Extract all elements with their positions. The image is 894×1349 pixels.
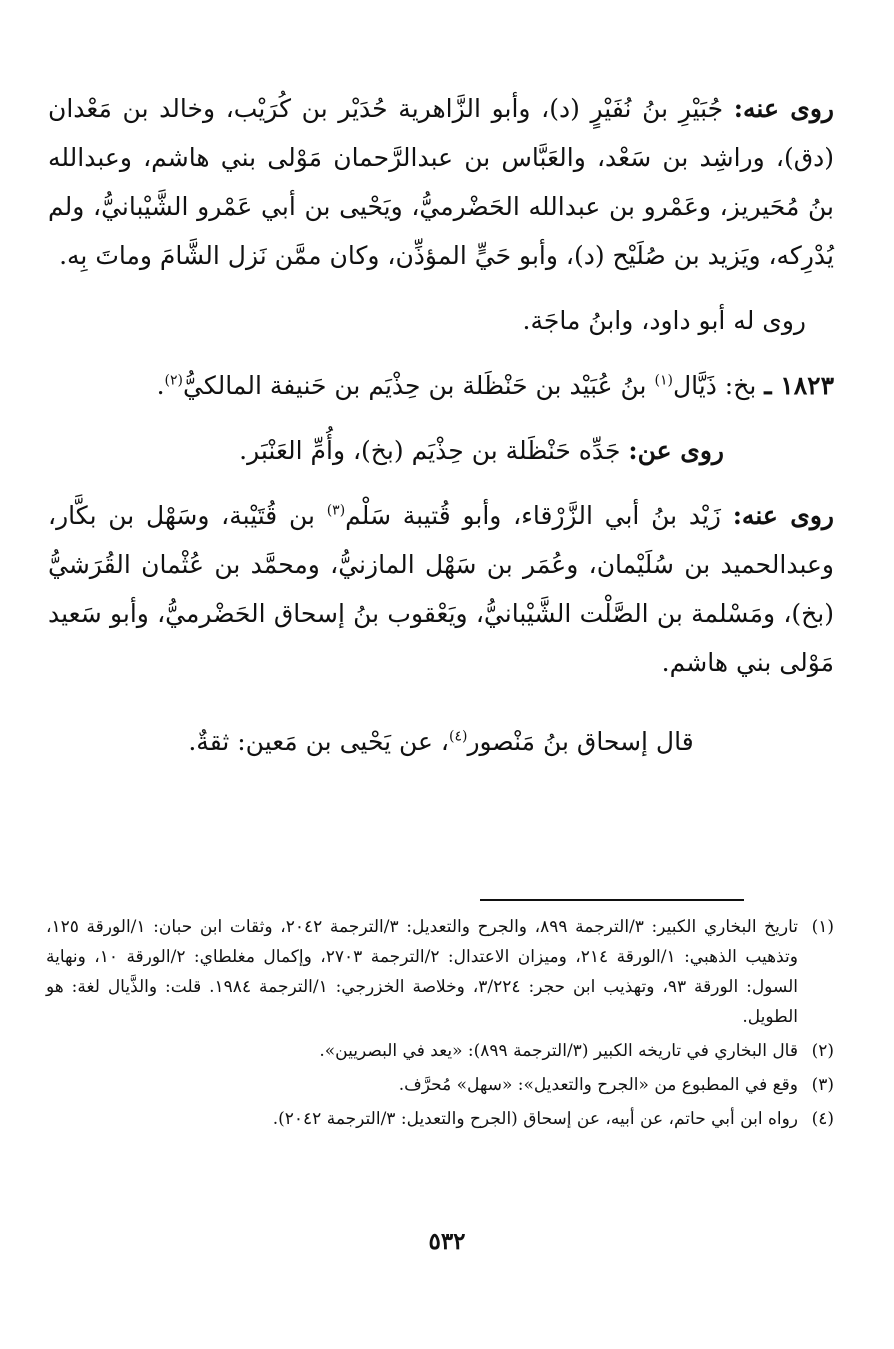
section-label: روى عن: — [628, 436, 724, 465]
footnote-ref: (١) — [654, 372, 673, 389]
footnote-number: (١) — [811, 917, 834, 937]
biography-entry-heading — [48, 361, 834, 410]
paragraph-text: جُبَيْرِ بنُ نُفَيْرٍ (د)، وأبو الزَّاهرية حُدَيْر بن كُرَيْب، وخالد بن مَعْدان (دق)، وراشِد بن سَعْد، والعَبَّاس بن عبدالرَّحمان مَوْلى بني هاشم، وعبدالله بنُ مُحَيريز، وعَمْرو بن عبدالله الحَضْرميُّ، ويَحْيى بن أبي عَمْرو الشَّيْبانيُّ، ولم يُدْرِكه، ويَزيد بن صُلَيْح (د)، وأبو حَيٍّ المؤذِّن، وكان ممَّن نَزل الشَّامَ وماتَ بِه. — [48, 94, 834, 270]
footnote — [46, 1104, 834, 1134]
footnote-text: وقع في المطبوع من «الجرح والتعديل»: «سهل» مُحرَّف. — [398, 1075, 798, 1095]
paragraph-text: جَدِّه حَنْظَلة بن حِذْيَم (بخ)، وأُمِّ العَنْبَر. — [239, 436, 621, 465]
footnote-ref: (٣) — [326, 502, 346, 519]
grading-statement — [48, 717, 834, 766]
paragraph-text: قال إسحاق بنُ مَنْصور — [467, 727, 694, 756]
section-label: روى عنه: — [732, 501, 834, 530]
paragraph-text: زَيْد بنُ أبي الزَّرْقاء، وأبو قُتيبة سَلْم — [345, 501, 721, 530]
footnote-divider — [480, 899, 744, 901]
footnote-number: (٢) — [811, 1041, 834, 1061]
footnote — [46, 1070, 834, 1100]
entry-name-start: بخ: ذَيَّال — [672, 371, 757, 400]
paragraph-text: بن قُتَيْبة، وسَهْل بن بكَّار، وعبدالحميد بن سُلَيْمان، وعُمَر بن سَهْل المازنيُّ، ومحمَّد بن عُثْمان القُرَشيُّ (بخ)، ومَسْلمة بن الصَّلْت الشَّيْبانيُّ، ويَعْقوب بنُ إسحاق الحَضْرميُّ، وأبو سَعيد مَوْلى بني هاشم. — [48, 501, 834, 677]
footnote-number: (٣) — [811, 1075, 834, 1095]
footnote-text: قال البخاري في تاريخه الكبير (٣/الترجمة ٨٩٩): «يعد في البصريين». — [319, 1041, 798, 1061]
footnote-text: رواه ابن أبي حاتم، عن أبيه، عن إسحاق (الجرح والتعديل: ٣/الترجمة ٢٠٤٢). — [272, 1109, 798, 1129]
footnotes-block — [46, 912, 834, 1134]
paragraph-text: ، عن يَحْيى بن مَعين: ثقةٌ. — [188, 727, 449, 756]
narrated-from-him-paragraph — [48, 84, 834, 280]
page-number: ٥٣٢ — [428, 1228, 466, 1255]
narrated-from-him-paragraph — [48, 491, 834, 687]
main-text-block — [48, 84, 834, 766]
paragraph-text: روى له أبو داود، وابنُ ماجَة. — [522, 306, 806, 335]
entry-name-rest: بنُ عُبَيْد بن حَنْظَلة بن حِذْيَم بن حَنيفة المالكيُّ — [183, 371, 647, 400]
entry-end: . — [156, 371, 165, 400]
entry-number: ١٨٢٣ ـ — [764, 371, 834, 400]
footnote-text: تاريخ البخاري الكبير: ٣/الترجمة ٨٩٩، والجرح والتعديل: ٣/الترجمة ٢٠٤٢، وثقات ابن حبان: ١/الورقة ١٢٥، وتذهيب الذهبي: ١/الورقة ٢١٤، وميزان الاعتدال: ٢/الترجمة ٢٧٠٣، وإكمال مغلطاي: ٢/الورقة ١٠، ونهاية السول: الورقة ٩٣، وتهذيب ابن حجر: ٣/٢٢٤، وخلاصة الخزرجي: ١/الترجمة ١٩٨٤. قلت: والذَّيال لغة: هو الطويل. — [46, 917, 799, 1027]
footnote — [46, 1036, 834, 1066]
section-label: روى عنه: — [733, 94, 835, 123]
footnote-ref: (٢) — [164, 372, 184, 389]
footnote — [46, 912, 834, 1032]
narrated-by-paragraph — [48, 296, 834, 345]
footnote-ref: (٤) — [448, 728, 468, 745]
footnote-number: (٤) — [811, 1109, 834, 1129]
narrated-from-paragraph — [48, 426, 834, 475]
